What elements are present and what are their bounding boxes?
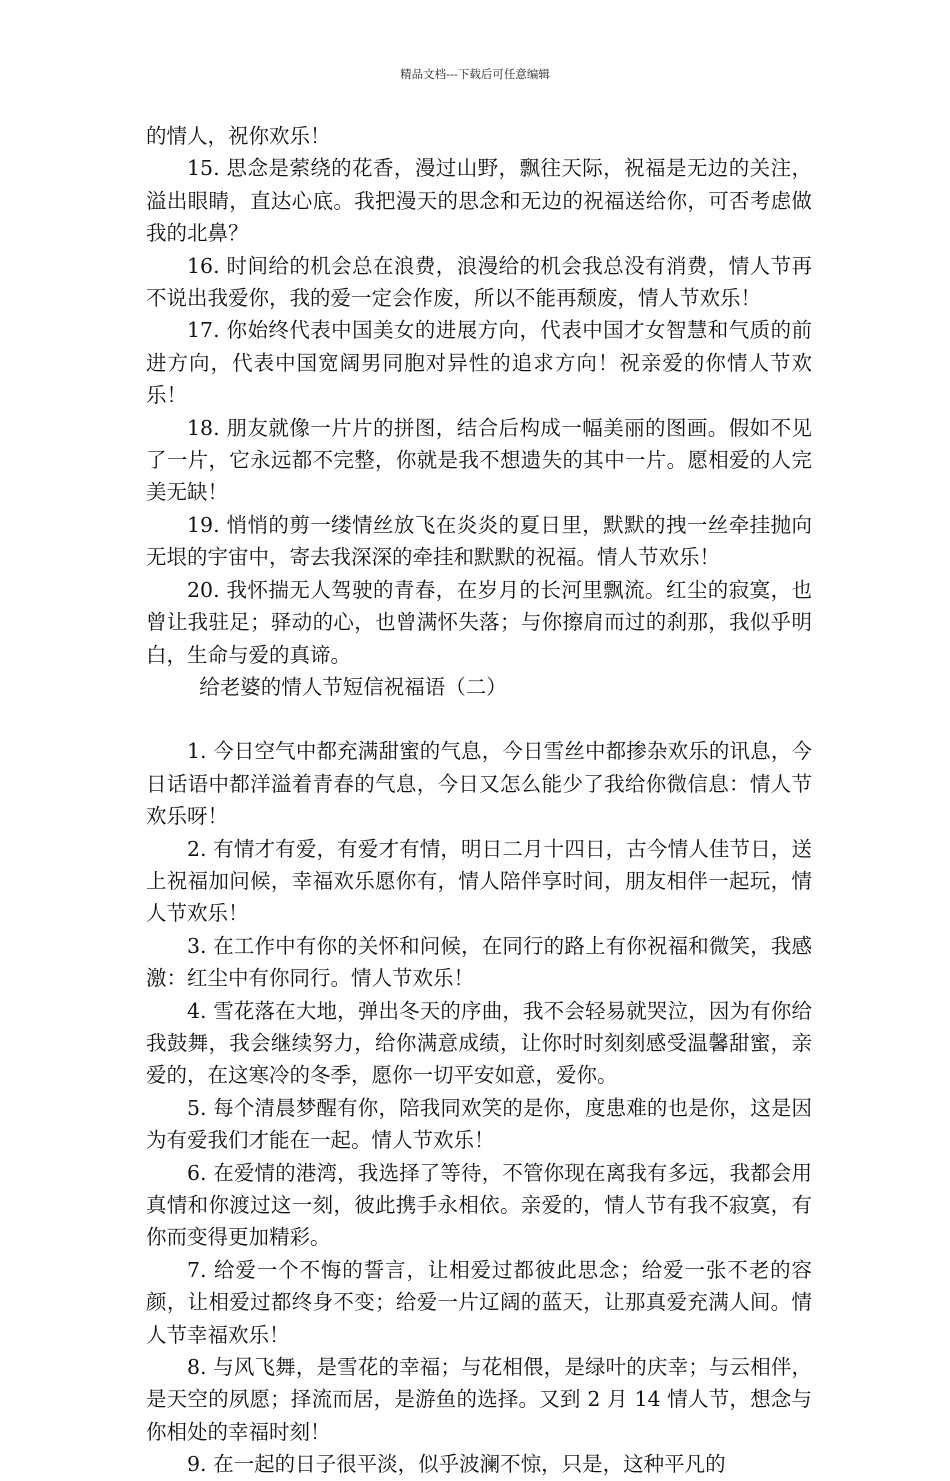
paragraph: 20. 我怀揣无人驾驶的青春，在岁月的长河里飘流。红尘的寂寞，也曾让我驻足；驿动的心，也曾满怀失落；与你擦肩而过的刹那，我似乎明白，生命与爱的真谛。 <box>146 577 812 667</box>
paragraph: 1. 今日空气中都充满甜蜜的气息，今日雪丝中都掺杂欢乐的讯息，今日话语中都洋溢着青春的气息，今日又怎么能少了我给你微信息：情人节欢乐呀！ <box>146 739 812 829</box>
paragraph: 8. 与风飞舞，是雪花的幸福；与花相偎，是绿叶的庆幸；与云相伴，是天空的夙愿；择流而居，是游鱼的选择。又到 2 月 14 情人节，想念与你相处的幸福时刻！ <box>146 1355 812 1444</box>
paragraph: 2. 有情才有爱，有爱才有情，明日二月十四日，古今情人佳节日，送上祝福加问候，幸福欢乐愿你有，情人陪伴享时间，朋友相伴一起玩，情人节欢乐！ <box>146 836 812 926</box>
paragraph: 4. 雪花落在大地，弹出冬天的序曲，我不会轻易就哭泣，因为有你给我鼓舞，我会继续努力，给你满意成绩，让你时时刻刻感受温馨甜蜜，亲爱的，在这寒冷的冬季，愿你一切平安如意，爱你。 <box>146 998 812 1088</box>
document-body <box>146 120 812 1481</box>
paragraph: 3. 在工作中有你的关怀和问候，在同行的路上有你祝福和微笑，我感激：红尘中有你同行。情人节欢乐！ <box>146 933 812 991</box>
paragraph: 5. 每个清晨梦醒有你，陪我同欢笑的是你，度患难的也是你，这是因为有爱我们才能在一起。情人节欢乐！ <box>146 1095 812 1153</box>
blank-line <box>146 703 812 735</box>
paragraph: 6. 在爱情的港湾，我选择了等待，不管你现在离我有多远，我都会用真情和你渡过这一刻，彼此携手永相依。亲爱的，情人节有我不寂寞，有你而变得更加精彩。 <box>146 1160 812 1250</box>
paragraph: 15. 思念是萦绕的花香，漫过山野，飘往天际，祝福是无边的关注，溢出眼睛，直达心底。我把漫天的思念和无边的祝福送给你，可否考虑做我的北鼻？ <box>146 156 812 246</box>
paragraph: 的情人，祝你欢乐！ <box>146 124 331 148</box>
paragraph: 19. 悄悄的剪一缕情丝放飞在炎炎的夏日里，默默的拽一丝牵挂抛向无垠的宇宙中，寄去我深深的牵挂和默默的祝福。情人节欢乐！ <box>146 512 812 570</box>
page-header: 精品文档---下载后可任意编辑 <box>400 67 550 81</box>
section-heading: 给老婆的情人节短信祝福语（二） <box>199 674 507 699</box>
paragraph: 9. 在一起的日子很平淡，似乎波澜不惊，只是，这种平凡的 <box>187 1452 726 1477</box>
paragraph: 18. 朋友就像一片片的拼图，结合后构成一幅美丽的图画。假如不见了一片，它永远都不完整，你就是我不想遗失的其中一片。愿相爱的人完美无缺！ <box>146 415 812 505</box>
paragraph: 16. 时间给的机会总在浪费，浪漫给的机会我总没有消费，情人节再不说出我爱你，我的爱一定会作废，所以不能再颓废，情人节欢乐！ <box>146 253 812 311</box>
paragraph: 17. 你始终代表中国美女的进展方向，代表中国才女智慧和气质的前进方向，代表中国宽阔男同胞对异性的追求方向！祝亲爱的你情人节欢乐！ <box>146 318 812 408</box>
paragraph: 7. 给爱一个不悔的誓言，让相爱过都彼此思念；给爱一张不老的容颜，让相爱过都终身不变；给爱一片辽阔的蓝天，让那真爱充满人间。情人节幸福欢乐！ <box>146 1257 812 1347</box>
